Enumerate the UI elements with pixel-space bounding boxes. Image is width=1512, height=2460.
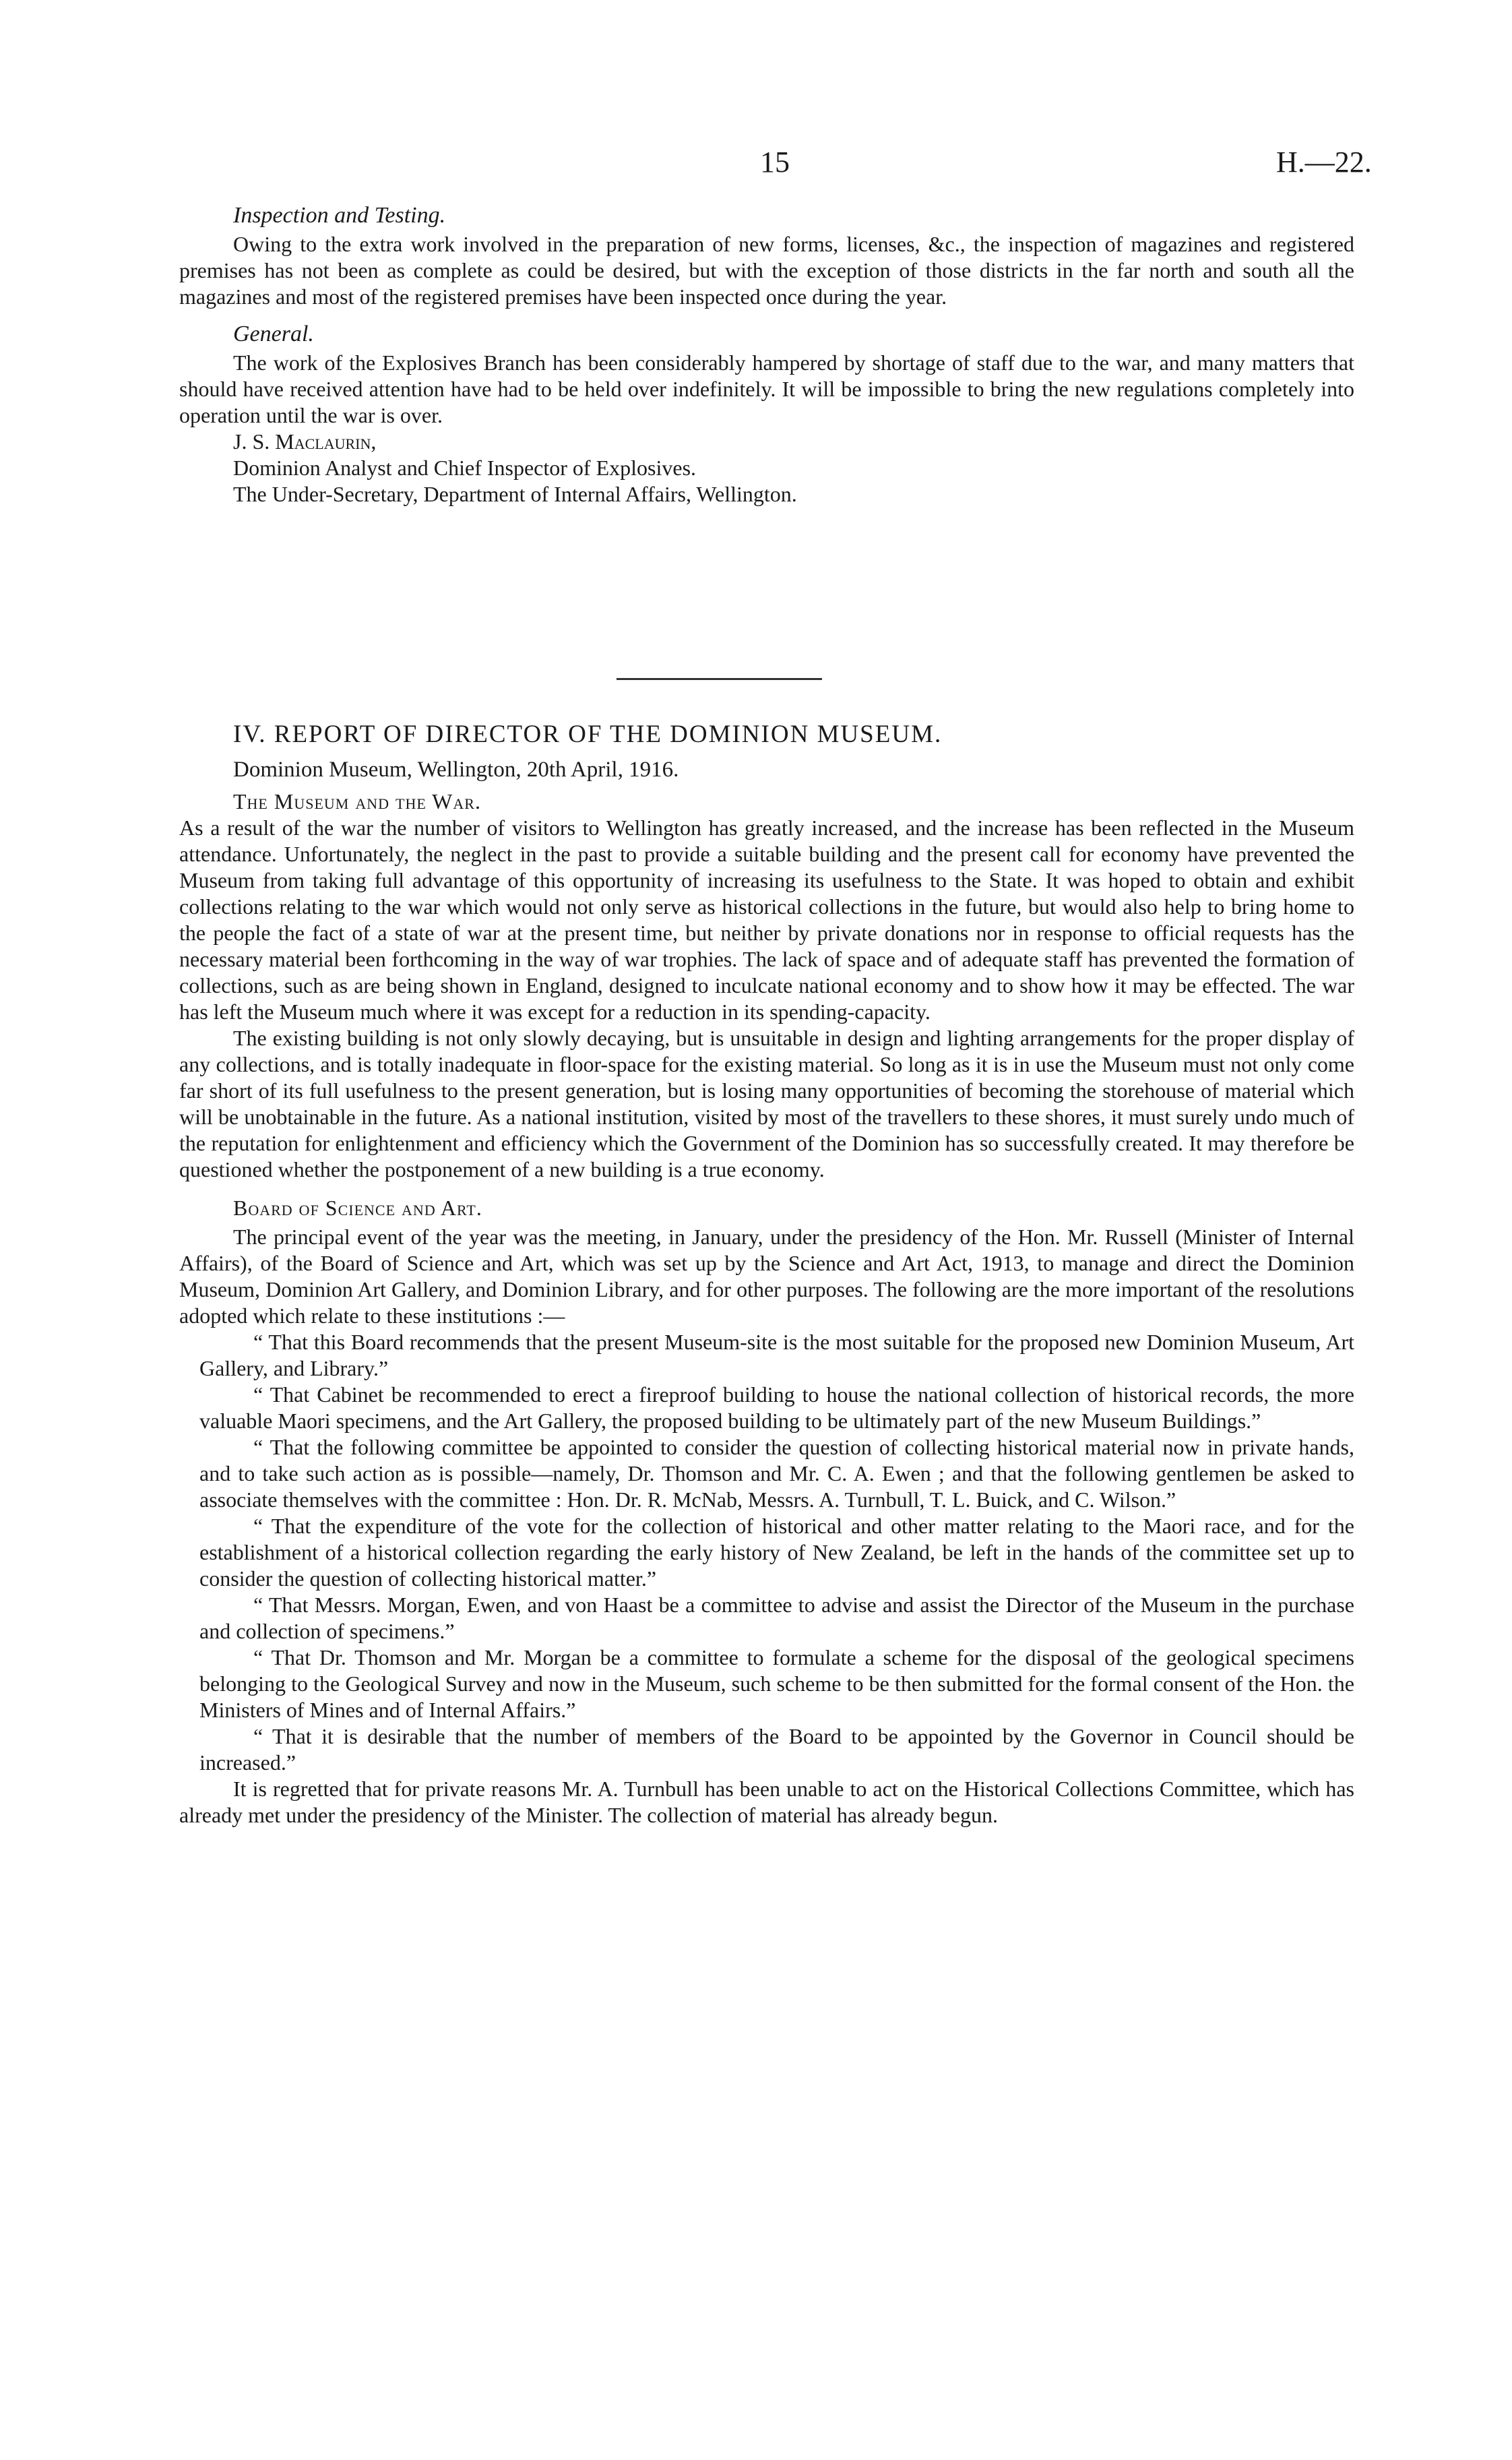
report-dateline: Dominion Museum, Wellington, 20th April, 1916. — [233, 758, 679, 782]
general-heading: General. — [233, 321, 314, 346]
museum-war-paragraph-2: The existing building is not only slowly decaying, but is unsuitable in design and lighting arrangements for the proper display of any collections, and is totally inadequate in floor-space for the existing material. So long as it is in use the Museum must not only come far short of its full usefulness to the present generation, but is losing many opportunities of becoming the storehouse of material which will be unobtainable in the future. As a national institution, visited by most of the travellers to these shores, it must surely undo much of the reputation for enlightenment and efficiency which the Government of the Dominion has so successfully created. It may therefore be questioned whether the postponement of a new building is a true economy. — [179, 1026, 1354, 1181]
signatory-title: Dominion Analyst and Chief Inspector of Explosives. — [233, 456, 697, 480]
board-heading: Board of Science and Art. — [233, 1196, 482, 1220]
museum-war-heading: The Museum and the War. — [233, 789, 481, 813]
inspection-paragraph: Owing to the extra work involved in the preparation of new forms, licenses, &c., the inspection of magazines and registered premises has not been as complete as could be desired, but with the exception of those districts in the far north and south all the magazines and most of the registered premises have been inspected once during the year. — [179, 232, 1354, 309]
board-closing: It is regretted that for private reasons Mr. A. Turnbull has been unable to act on the Historical Collections Committee, which has already met under the presidency of the Minister. The collection of material has already begun. — [179, 1777, 1354, 1827]
page-number: 15 — [760, 146, 790, 179]
inspection-heading: Inspection and Testing. — [233, 203, 446, 228]
report-title: IV. REPORT OF DIRECTOR OF THE DOMINION MUSEUM. — [233, 720, 943, 748]
resolution-item: “ That Messrs. Morgan, Ewen, and von Haast be a committee to advise and assist the Director of the Museum in the purchase and collection of specimens.” — [199, 1593, 1354, 1643]
museum-war-paragraph-1: As a result of the war the number of visitors to Wellington has greatly increased, and the increase has been reflected in the Museum attendance. Unfortunately, the neglect in the past to provide a suitable building and the present call for economy have prevented the Museum from taking full advantage of this opportunity of increasing its usefulness to the State. It was hoped to obtain and exhibit collections relating to the war which would not only serve as historical collections in the future, but would also help to bring home to the people the fact of a state of war at the present time, but neither by private donations nor in response to official requests has the necessary material been forthcoming in the way of war trophies. The lack of space and of adequate staff has prevented the formation of collections, such as are being shown in England, designed to inculcate national economy and to show how it may be effected. The war has left the Museum much where it was except for a reduction in its spending-capacity. — [179, 816, 1354, 1024]
museum-report — [179, 721, 1354, 1828]
resolutions-list — [179, 1329, 1354, 1776]
addressee: The Under-Secretary, Department of Internal Affairs, Wellington. — [233, 482, 797, 506]
signatory-name: J. S. Maclaurin, — [233, 429, 377, 454]
resolution-item: “ That Dr. Thomson and Mr. Morgan be a committee to formulate a scheme for the disposal of the geological specimens belonging to the Geological Survey and now in the Museum, such scheme to be then submitted for the formal consent of the Hon. the Ministers of Mines and of Internal Affairs.” — [199, 1645, 1354, 1722]
board-intro: The principal event of the year was the meeting, in January, under the presidency of the Hon. Mr. Russell (Minister of Internal Affairs), of the Board of Science and Art, which was set up by the Science and Art Act, 1913, to manage and direct the Dominion Museum, Dominion Art Gallery, and Dominion Library, and for other purposes. The following are the more important of the resolutions adopted which relate to these institutions :— — [179, 1225, 1354, 1328]
general-paragraph: The work of the Explosives Branch has been considerably hampered by shortage of staff due to the war, and many matters that should have received attention have had to be held over indefinitely. It will be impossible to bring the new regulations completely into operation until the war is over. — [179, 350, 1354, 427]
explosives-section — [179, 202, 1354, 508]
resolution-item: “ That Cabinet be recommended to erect a fireproof building to house the national collection of historical records, the more valuable Maori specimens, and the Art Gallery, the proposed building to be ultimately part of the new Museum Buildings.” — [199, 1382, 1354, 1433]
resolution-item: “ That the following committee be appointed to consider the question of collecting historical material now in private hands, and to take such action as is possible—namely, Dr. Thomson and Mr. C. A. Ewen ; and that the following gentlemen be asked to associate themselves with the committee : Hon. Dr. R. McNab, Messrs. A. Turnbull, T. L. Buick, and C. Wilson.” — [199, 1435, 1354, 1512]
section-divider — [617, 678, 822, 680]
resolution-item: “ That this Board recommends that the present Museum-site is the most suitable for the proposed new Dominion Museum, Art Gallery, and Library.” — [199, 1330, 1354, 1380]
resolution-item: “ That it is desirable that the number of members of the Board to be appointed by the Governor in Council should be increased.” — [199, 1724, 1354, 1775]
document-reference: H.—22. — [1276, 146, 1372, 179]
resolution-item: “ That the expenditure of the vote for the collection of historical and other matter relating to the Maori race, and for the establishment of a historical collection regarding the early history of New Zealand, be left in the hands of the committee set up to consider the question of collecting historical matter.” — [199, 1514, 1354, 1591]
